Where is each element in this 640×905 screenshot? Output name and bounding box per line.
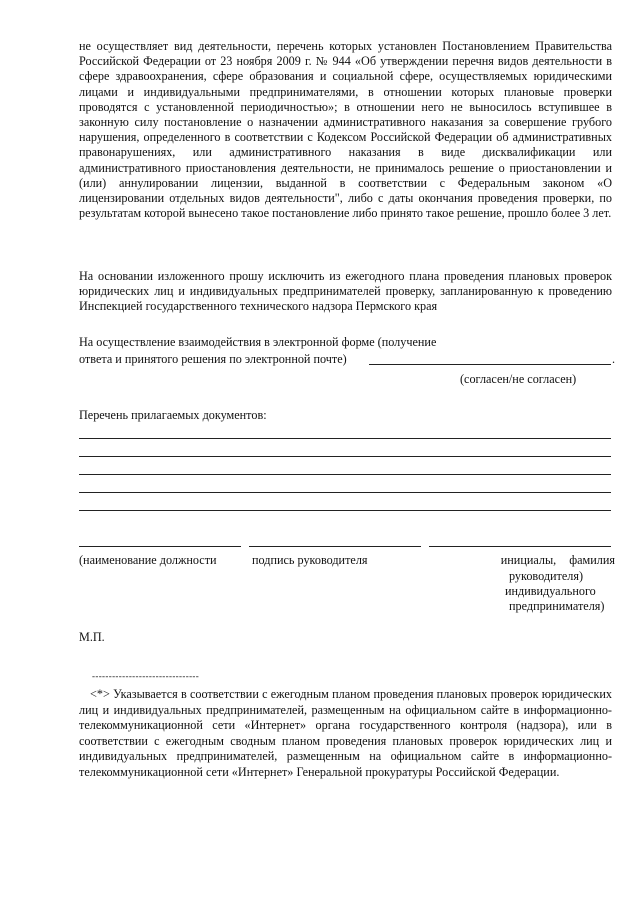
consent-text-line1: На осуществление взаимодействия в электронной форме (получение: [79, 335, 437, 349]
initials-signature-line[interactable]: [429, 546, 611, 547]
documents-line[interactable]: [79, 492, 611, 493]
documents-label: Перечень прилагаемых документов:: [79, 408, 267, 422]
footnote-text: <*> Указывается в соответствии с ежегодным планом проведения плановых проверок юридических лиц и индивидуальных предпринимателей, размещенным на официальном сайте в информационно-телекоммуникационной сети «Интернет» органа государственного контроля (надзора), или в соответствии с ежегодным сводным планом проведения плановых проверок юридических лиц и индивидуальных предпринимателей, размещенным на официальном сайте в информационно-телекоммуникационной сети «Интернет» Генеральной прокуратуры Российской Федерации.: [79, 687, 612, 779]
consent-line-period: .: [612, 352, 616, 366]
documents-line[interactable]: [79, 438, 611, 439]
initials-label-line3: индивидуального: [505, 584, 596, 598]
footnote-separator: --------------------------------: [92, 671, 200, 681]
stamp-placeholder: М.П.: [79, 630, 105, 644]
documents-line[interactable]: [79, 474, 611, 475]
initials-label-line1: инициалы, фамилия: [500, 553, 615, 567]
documents-line[interactable]: [79, 456, 611, 457]
documents-line[interactable]: [79, 510, 611, 511]
position-label: (наименование должности: [79, 553, 217, 567]
body-paragraph-conditions: не осуществляет вид деятельности, перечень которых установлен Постановлением Правительства Российской Федерации от 23 ноября 2009 г. № 944 «Об утверждении перечня видов деятельности в сфере здравоохранения, сфере образования и социальной сфере, осуществляемых юридическими лицами и индивидуальными предпринимателями, в отношении которых плановые проверки проводятся с установленной периодичностью»; в отношении него не выносилось вступившее в законную силу постановление о назначении административного наказания за совершение грубого нарушения, определенного в соответствии с Кодексом Российской Федерации об административных правонарушениях, или административного наказания в виде дисквалификации или административного приостановления деятельности, не принималось решение о приостановлении и (или) аннулировании лицензии, выданной в соответствии с Федеральным законом «О лицензировании отдельных видов деятельности", либо с даты окончания проведения проверки, по результатам которой вынесено такое постановление либо принято такое решение, прошло более 3 лет.: [79, 39, 612, 221]
position-signature-line[interactable]: [79, 546, 241, 547]
consent-text-line2: ответа и принятого решения по электронной почте): [79, 352, 347, 366]
signature-label: подпись руководителя: [252, 553, 368, 567]
initials-label-line2: руководителя): [509, 569, 584, 583]
head-signature-line[interactable]: [249, 546, 421, 547]
consent-answer-line[interactable]: [369, 364, 611, 365]
body-paragraph-request: На основании изложенного прошу исключить из ежегодного плана проведения плановых проверок юридических лиц и индивидуальных предпринимателей проверку, запланированную к проведению Инспекцией государственного технического надзора Пермского края: [79, 269, 612, 314]
consent-hint: (согласен/не согласен): [460, 372, 577, 386]
initials-label-line4: предпринимателя): [509, 599, 605, 613]
